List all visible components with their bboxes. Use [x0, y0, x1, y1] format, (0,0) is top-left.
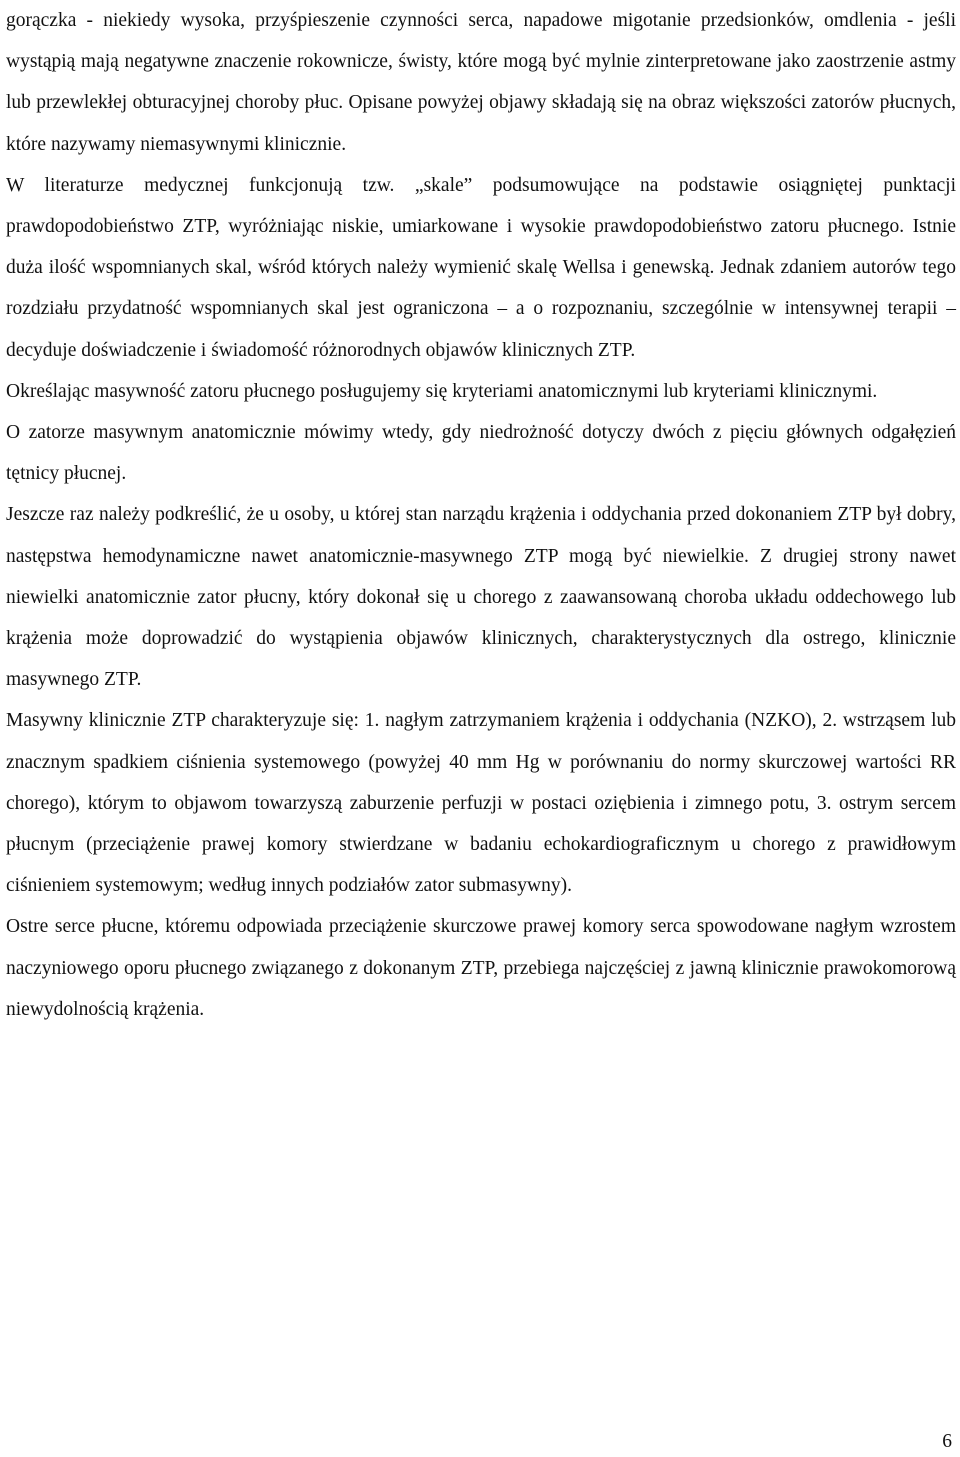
paragraph-scales: W literaturze medycznej funkcjonują tzw. „skale” podsumowujące na podstawie osiągniętej punktacji prawdopodobieństwo ZTP, wyróżniając niskie, umiarkowane i wysokie prawdopodobieństwo zatoru płucnego. Istnie duża ilość wspomnianych skal, wśród których należy wymienić skalę Wellsa i genewską. Jednak zdaniem autorów tego rozdziału przydatność wspomnianych skal jest ograniczona – a o rozpoznaniu, szczególnie w intensywnej terapii – decyduje doświadczenie i świadomość różnorodnych objawów klinicznych ZTP.: [6, 174, 956, 361]
paragraph-anatomic-massive: O zatorze masywnym anatomicznie mówimy wtedy, gdy niedrożność dotyczy dwóch z pięciu głównych odgałęzień tętnicy płucnej.: [6, 422, 956, 485]
paragraph-clinical-massive: Masywny klinicznie ZTP charakteryzuje się: 1. nagłym zatrzymaniem krążenia i oddychania (NZKO), 2. wstrząsem lub znacznym spadkiem ciśnienia systemowego (powyżej 40 mm Hg w porównaniu do normy skurczowej wartości RR chorego), którym to objawom towarzyszą zaburzenie perfuzji w postaci oziębienia i zimnego potu, 3. ostrym sercem płucnym (przeciążenie prawej komory stwierdzane w badaniu echokardiograficznym u chorego z prawidłowym ciśnieniem systemowym; według innych podziałów zator submasywny).: [6, 710, 956, 897]
paragraph-hemodynamics: Jeszcze raz należy podkreślić, że u osoby, u której stan narządu krążenia i oddychania przed dokonaniem ZTP był dobry, następstwa hemodynamiczne nawet anatomicznie-masywnego ZTP mogą być niewielkie. Z drugiej strony nawet niewielki anatomicznie zator płucny, który dokonał się u chorego z zaawansowaną choroba układu oddechowego lub krążenia może doprowadzić do wystąpienia objawów klinicznych, charakterystycznych dla ostrego, klinicznie masywnego ZTP.: [6, 504, 956, 691]
paragraph-symptoms: gorączka - niekiedy wysoka, przyśpieszenie czynności serca, napadowe migotanie przedsionków, omdlenia - jeśli wystąpią mają negatywne znaczenie rokownicze, świsty, które mogą być mylnie zinterpretowane jako zaostrzenie astmy lub przewlekłej obturacyjnej choroby płuc. Opisane powyżej objawy składają się na obraz większości zatorów płucnych, które nazywamy niemasywnymi klinicznie.: [6, 10, 956, 155]
paragraph-massiveness-criteria: Określając masywność zatoru płucnego posługujemy się kryteriami anatomicznymi lub kryteriami klinicznymi.: [6, 380, 878, 402]
page-number: 6: [942, 1431, 952, 1452]
paragraph-acute-cor-pulmonale: Ostre serce płucne, któremu odpowiada przeciążenie skurczowe prawej komory serca spowodowane nagłym wzrostem naczyniowego oporu płucnego związanego z dokonanym ZTP, przebiega najczęściej z jawną klinicznie prawokomorową niewydolnością krążenia.: [6, 916, 956, 1020]
body-text: [6, 0, 956, 1030]
